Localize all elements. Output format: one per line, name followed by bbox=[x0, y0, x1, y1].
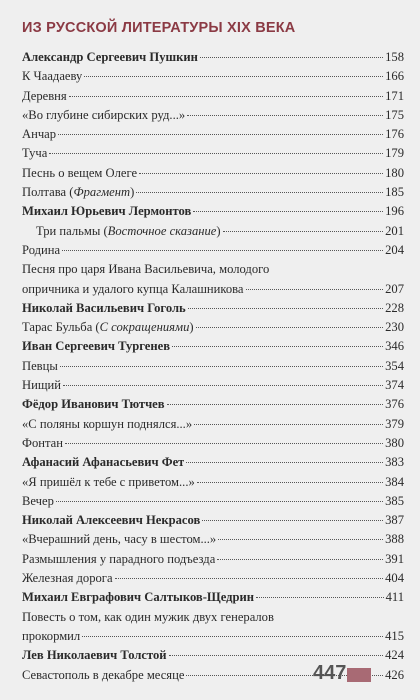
dot-leader bbox=[49, 152, 383, 154]
toc-page-number: 426 bbox=[385, 667, 404, 682]
toc-title-part: Фёдор Иванович Тютчев bbox=[22, 397, 165, 412]
toc-title bbox=[36, 222, 221, 241]
toc-line bbox=[22, 646, 404, 665]
toc-line bbox=[22, 415, 404, 434]
toc-author-entry bbox=[22, 588, 404, 607]
toc-work-entry bbox=[22, 434, 404, 453]
toc-title-part: Деревня bbox=[22, 88, 67, 103]
dot-leader bbox=[218, 538, 383, 540]
toc-page-number: 385 bbox=[385, 493, 404, 508]
dot-leader bbox=[139, 172, 383, 174]
toc-line bbox=[22, 337, 404, 356]
dot-leader bbox=[256, 596, 384, 598]
toc-work-entry bbox=[22, 260, 404, 299]
toc-page-number: 376 bbox=[385, 397, 404, 412]
toc-page-number: 179 bbox=[385, 146, 404, 161]
toc-page-number: 383 bbox=[385, 455, 404, 470]
toc-title bbox=[22, 67, 82, 86]
toc-line bbox=[22, 473, 404, 492]
toc-page-number: 379 bbox=[385, 416, 404, 431]
toc-title bbox=[22, 627, 80, 646]
toc-work-entry bbox=[22, 144, 404, 163]
toc-page-number: 196 bbox=[385, 204, 404, 219]
toc-title-part: Вечер bbox=[22, 493, 54, 508]
toc-page-number: 374 bbox=[385, 378, 404, 393]
toc-page-number: 415 bbox=[385, 628, 404, 643]
toc-line bbox=[22, 280, 404, 299]
toc-title bbox=[22, 376, 61, 395]
dot-leader bbox=[82, 635, 383, 637]
toc-title bbox=[22, 125, 56, 144]
toc-line bbox=[22, 106, 404, 125]
toc-line bbox=[22, 299, 404, 318]
toc-work-entry bbox=[22, 376, 404, 395]
dot-leader bbox=[172, 345, 383, 347]
dot-leader bbox=[187, 114, 383, 116]
toc-line bbox=[22, 627, 404, 646]
toc-line bbox=[22, 144, 404, 163]
toc-line bbox=[22, 48, 404, 67]
toc-work-entry bbox=[22, 106, 404, 125]
toc-title-part: Севастополь в декабре месяце bbox=[22, 667, 185, 682]
toc-author-entry bbox=[22, 395, 404, 414]
toc-line bbox=[22, 202, 404, 221]
toc-line bbox=[22, 395, 404, 414]
toc-line bbox=[22, 357, 404, 376]
toc-title-part: «Я пришёл к тебе с приветом...» bbox=[22, 474, 195, 489]
dot-leader bbox=[193, 210, 383, 212]
toc-work-entry bbox=[22, 222, 404, 241]
toc-title-line: Песня про царя Ивана Васильевича, молодого bbox=[22, 262, 270, 277]
toc-work-entry bbox=[22, 473, 404, 492]
toc-line bbox=[22, 530, 404, 549]
page-number: 447 bbox=[313, 662, 347, 684]
dot-leader bbox=[196, 326, 384, 328]
toc-work-entry bbox=[22, 125, 404, 144]
toc-title-part: ) bbox=[216, 223, 221, 238]
toc-title-part: «С поляны коршун поднялся...» bbox=[22, 416, 193, 431]
toc-work-entry bbox=[22, 241, 404, 260]
toc-title-part: «Во глубине сибирских руд...» bbox=[22, 107, 186, 122]
toc-title-part: ) bbox=[130, 185, 135, 200]
toc-work-entry bbox=[22, 183, 404, 202]
toc-title-part: Михаил Юрьевич Лермонтов bbox=[22, 204, 192, 219]
toc-work-entry bbox=[22, 530, 404, 549]
toc-title-italic-part: Фрагмент bbox=[73, 185, 131, 200]
dot-leader bbox=[65, 442, 383, 444]
toc-author-entry bbox=[22, 511, 404, 530]
toc-title-part: опричника и удалого купца Калашникова bbox=[22, 281, 244, 296]
toc-title-part: ) bbox=[189, 320, 194, 335]
toc-title bbox=[22, 473, 195, 492]
toc-work-entry bbox=[22, 357, 404, 376]
toc-line bbox=[22, 241, 404, 260]
toc-page-number: 175 bbox=[385, 107, 404, 122]
section-heading: ИЗ РУССКОЙ ЛИТЕРАТУРЫ XIX ВЕКА bbox=[22, 20, 296, 36]
dot-leader bbox=[56, 500, 383, 502]
toc-page-number: 424 bbox=[385, 648, 404, 663]
toc-author-entry bbox=[22, 337, 404, 356]
toc-work-entry bbox=[22, 550, 404, 569]
toc-title bbox=[22, 511, 200, 530]
toc-page-number: 204 bbox=[385, 242, 404, 257]
table-of-contents bbox=[22, 48, 404, 685]
toc-title-part: Фонтан bbox=[22, 435, 63, 450]
toc-author-entry bbox=[22, 202, 404, 221]
toc-line bbox=[22, 453, 404, 472]
toc-title-italic-part: Восточное сказание bbox=[107, 223, 217, 238]
toc-title bbox=[22, 337, 170, 356]
toc-page-number: 180 bbox=[385, 165, 404, 180]
toc-title bbox=[22, 202, 191, 221]
toc-page-number: 380 bbox=[385, 435, 404, 450]
toc-page-number: 404 bbox=[385, 571, 404, 586]
toc-title bbox=[22, 87, 67, 106]
toc-line bbox=[22, 67, 404, 86]
toc-title-part: Песнь о вещем Олеге bbox=[22, 165, 138, 180]
toc-title-line: Повесть о том, как один мужик двух генералов bbox=[22, 609, 274, 624]
dot-leader bbox=[63, 384, 383, 386]
folio-color-mark bbox=[347, 668, 371, 682]
toc-title-part: Александр Сергеевич Пушкин bbox=[22, 50, 198, 64]
dot-leader bbox=[223, 230, 384, 232]
toc-line bbox=[22, 376, 404, 395]
toc-work-entry bbox=[22, 164, 404, 183]
toc-title bbox=[22, 280, 244, 299]
toc-author-entry bbox=[22, 48, 404, 67]
dot-leader bbox=[84, 75, 383, 77]
toc-page-number: 176 bbox=[385, 127, 404, 142]
dot-leader bbox=[200, 56, 383, 58]
toc-title bbox=[22, 569, 113, 588]
toc-title-part: Родина bbox=[22, 242, 61, 257]
toc-page-number: 230 bbox=[385, 320, 404, 335]
toc-page-number: 171 bbox=[385, 88, 404, 103]
toc-title bbox=[22, 415, 192, 434]
toc-work-entry bbox=[22, 608, 404, 647]
toc-page-number: 185 bbox=[385, 185, 404, 200]
dot-leader bbox=[197, 481, 383, 483]
toc-title bbox=[22, 434, 63, 453]
toc-title bbox=[22, 646, 167, 665]
toc-page-number: 207 bbox=[385, 281, 404, 296]
toc-title bbox=[22, 299, 186, 318]
dot-leader bbox=[246, 288, 384, 290]
toc-title bbox=[22, 395, 165, 414]
toc-title bbox=[22, 164, 137, 183]
toc-title-part: Иван Сергеевич Тургенев bbox=[22, 339, 171, 354]
toc-title-part: Полтава ( bbox=[22, 185, 74, 200]
toc-title bbox=[22, 241, 60, 260]
toc-line bbox=[22, 318, 404, 337]
toc-title-part: Николай Алексеевич Некрасов bbox=[22, 513, 201, 528]
toc-line bbox=[22, 492, 404, 511]
toc-title-part: Нищий bbox=[22, 378, 62, 393]
dot-leader bbox=[58, 133, 383, 135]
toc-title bbox=[22, 588, 254, 607]
toc-title-part: Размышления у парадного подъезда bbox=[22, 551, 216, 566]
toc-page-number: 346 bbox=[385, 339, 404, 354]
toc-title-part: Тарас Бульба ( bbox=[22, 320, 100, 335]
toc-line bbox=[22, 511, 404, 530]
toc-author-entry bbox=[22, 299, 404, 318]
toc-title bbox=[22, 492, 54, 511]
toc-author-entry bbox=[22, 453, 404, 472]
dot-leader bbox=[60, 365, 383, 367]
toc-page-number: 387 bbox=[385, 513, 404, 528]
toc-page-number: 166 bbox=[385, 69, 404, 84]
dot-leader bbox=[115, 577, 384, 579]
toc-line bbox=[22, 434, 404, 453]
dot-leader bbox=[69, 95, 383, 97]
toc-work-entry bbox=[22, 492, 404, 511]
toc-page-number: 228 bbox=[385, 300, 404, 315]
toc-line bbox=[22, 183, 404, 202]
dot-leader bbox=[62, 249, 383, 251]
toc-title-part: Железная дорога bbox=[22, 571, 113, 586]
dot-leader bbox=[167, 403, 384, 405]
toc-title-part: Туча bbox=[22, 146, 48, 161]
toc-title-part: Три пальмы ( bbox=[36, 223, 108, 238]
toc-work-entry bbox=[22, 67, 404, 86]
toc-title-part: «Вчерашний день, часу в шестом...» bbox=[22, 532, 217, 547]
toc-page-number: 201 bbox=[385, 223, 404, 238]
toc-page-number: 388 bbox=[385, 532, 404, 547]
toc-page-number: 391 bbox=[385, 551, 404, 566]
dot-leader bbox=[202, 519, 383, 521]
toc-title-part: К Чаадаеву bbox=[22, 69, 83, 84]
toc-work-entry bbox=[22, 87, 404, 106]
toc-work-entry bbox=[22, 415, 404, 434]
toc-work-entry bbox=[22, 569, 404, 588]
toc-title-part: Михаил Евграфович Салтыков-Щедрин bbox=[22, 590, 255, 605]
toc-line bbox=[22, 588, 404, 607]
toc-title-part: Николай Васильевич Гоголь bbox=[22, 300, 186, 315]
toc-title bbox=[22, 550, 215, 569]
toc-title-part: Анчар bbox=[22, 127, 57, 142]
toc-title-italic-part: С сокращениями bbox=[99, 320, 190, 335]
dot-leader bbox=[186, 461, 383, 463]
dot-leader bbox=[217, 558, 383, 560]
toc-title bbox=[22, 530, 216, 549]
toc-page-number: 158 bbox=[385, 50, 404, 64]
toc-title bbox=[22, 48, 198, 67]
toc-line bbox=[22, 125, 404, 144]
toc-work-entry bbox=[22, 318, 404, 337]
toc-line bbox=[22, 569, 404, 588]
toc-title bbox=[22, 318, 194, 337]
toc-line bbox=[22, 164, 404, 183]
toc-page-number: 411 bbox=[385, 590, 404, 605]
toc-line bbox=[36, 222, 404, 241]
toc-title bbox=[22, 357, 58, 376]
toc-title-part: Афанасий Афанасьевич Фет bbox=[22, 455, 185, 470]
toc-title-part: Лев Николаевич Толстой bbox=[22, 648, 167, 663]
dot-leader bbox=[194, 423, 383, 425]
toc-title-part: прокормил bbox=[22, 628, 81, 643]
toc-title-part: Певцы bbox=[22, 358, 58, 373]
toc-title bbox=[22, 453, 184, 472]
dot-leader bbox=[136, 191, 383, 193]
toc-line bbox=[22, 550, 404, 569]
dot-leader bbox=[169, 654, 384, 656]
toc-line bbox=[22, 87, 404, 106]
toc-title bbox=[22, 183, 134, 202]
toc-page-number: 384 bbox=[385, 474, 404, 489]
toc-title bbox=[22, 144, 47, 163]
toc-title bbox=[22, 666, 184, 685]
toc-title bbox=[22, 106, 185, 125]
toc-author-entry bbox=[22, 646, 404, 665]
toc-page-number: 354 bbox=[385, 358, 404, 373]
dot-leader bbox=[188, 307, 383, 309]
